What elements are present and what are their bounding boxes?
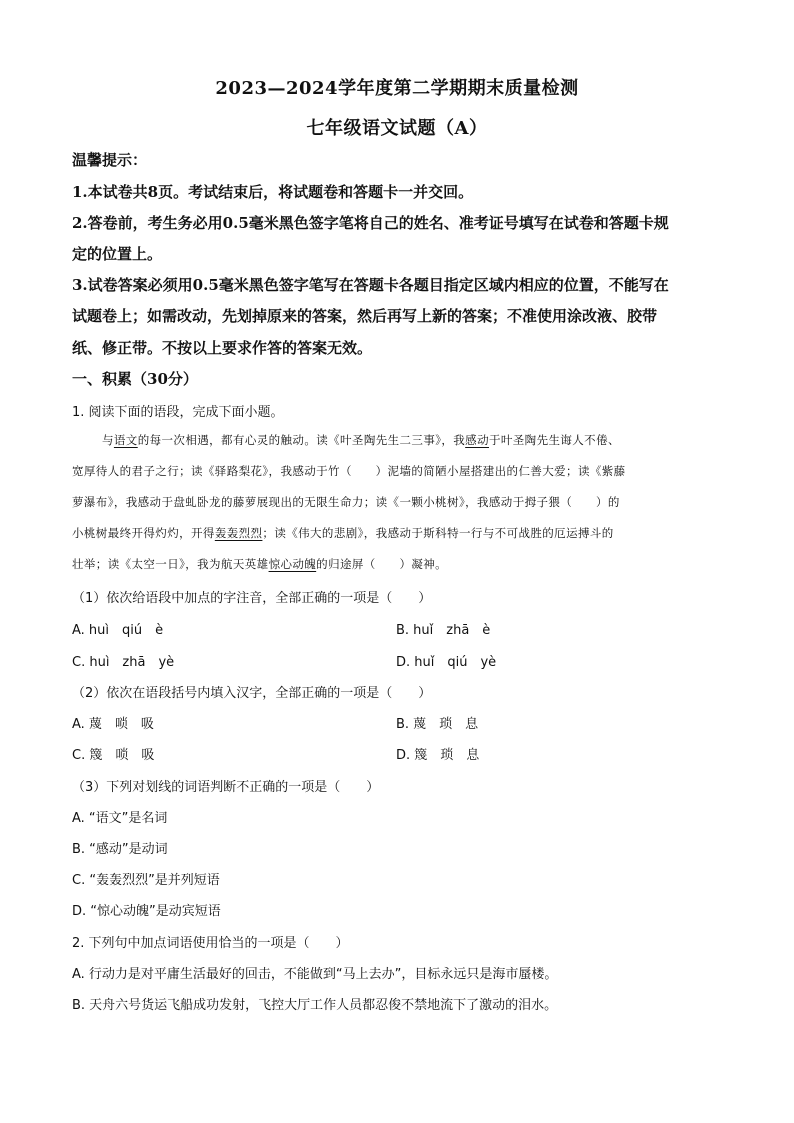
passage-text: 壮举；读《太空一日》，我为航天英雄 [72, 557, 269, 571]
option-c: C. huì zhā yè [72, 655, 175, 670]
tip-line: 定的位置上。 [72, 245, 163, 263]
passage-line [102, 432, 620, 448]
tips-heading: 温馨提示： [72, 151, 148, 169]
option-a: A. huì qiú è [72, 623, 164, 638]
option-c: C. 篾 唢 吸 [72, 748, 155, 763]
option-b: B. “感动”是动词 [72, 842, 168, 857]
underlined-term: 惊心动魄 [268, 557, 317, 571]
tip-line: 3.试卷答案必须用0.5毫米黑色签字笔写在答题卡各题目指定区域内相应的位置，不能写在 [72, 276, 669, 294]
exam-subtitle: 七年级语文试题（A） [306, 118, 488, 139]
passage-text: 小桃树最终开得灼灼，开得 [72, 526, 215, 540]
passage-text: 与 [102, 433, 114, 447]
question-1-stem: 1. 阅读下面的语段，完成下面小题。 [72, 405, 284, 420]
question-2-stem: 2. 下列句中加点词语使用恰当的一项是（ ） [72, 936, 349, 951]
option-c: C. “轰轰烈烈”是并列短语 [72, 873, 220, 888]
passage-line [72, 525, 614, 541]
tip-line: 2.答卷前，考生务必用0.5毫米黑色签字笔将自己的姓名、准考证号填写在试卷和答题卡规 [72, 214, 669, 232]
passage-text: 的每一次相遇，都有心灵的触动。读《叶圣陶先生二三事》，我 [137, 433, 466, 447]
section-heading: 一、积累（30分） [72, 370, 198, 388]
passage-line: 宽厚待人的君子之行；读《驿路梨花》，我感动于竹（ ）泥墙的简陋小屋搭建出的仁善大爱；读《紫藤 [72, 464, 626, 478]
underlined-term: 感动 [465, 433, 489, 447]
option-a: A. “语文”是名词 [72, 811, 168, 826]
option-b: B. 天舟六号货运飞船成功发射，飞控大厅工作人员都忍俊不禁地流下了激动的泪水。 [72, 998, 558, 1013]
option-b: B. 蔑 琐 息 [396, 717, 479, 732]
tip-line: 纸、修正带。不按以上要求作答的答案无效。 [72, 339, 373, 357]
passage-line: 萝瀑布》，我感动于盘虬卧龙的藤萝展现出的无限生命力；读《一颗小桃树》，我感动于拇子猥（ ）的 [72, 495, 620, 509]
option-b: B. huǐ zhā è [396, 623, 491, 638]
tip-line: 1.本试卷共8页。考试结束后，将试题卷和答题卡一并交回。 [72, 183, 474, 201]
option-d: D. huǐ qiú yè [396, 655, 497, 670]
underlined-term: 语文 [113, 433, 138, 447]
option-d: D. “惊心动魄”是动宾短语 [72, 904, 221, 919]
passage-text: 的归途屏（ ）凝神。 [316, 557, 448, 571]
passage-text: ；读《伟大的悲剧》，我感动于斯科特一行与不可战胜的厄运搏斗的 [262, 526, 614, 540]
subquestion-2-stem: （2）依次在语段括号内填入汉字，全部正确的一项是（ ） [72, 686, 432, 701]
subquestion-1-stem: （1）依次给语段中加点的字注音，全部正确的一项是（ ） [72, 591, 432, 606]
passage-line [72, 556, 447, 572]
exam-title: 2023—2024学年度第二学期期末质量检测 [215, 78, 579, 99]
option-a: A. 蔑 唢 吸 [72, 717, 154, 732]
underlined-term: 轰轰烈烈 [214, 526, 263, 540]
passage-text: 于叶圣陶先生诲人不倦、 [488, 433, 620, 447]
option-a: A. 行动力是对平庸生活最好的回击，不能做到“马上去办”，目标永远只是海市蜃楼。 [72, 967, 558, 982]
option-d: D. 篾 琐 息 [396, 748, 480, 763]
subquestion-3-stem: （3）下列对划线的词语判断不正确的一项是（ ） [72, 780, 380, 795]
tip-line: 试题卷上；如需改动，先划掉原来的答案，然后再写上新的答案；不准使用涂改液、胶带 [72, 307, 658, 325]
